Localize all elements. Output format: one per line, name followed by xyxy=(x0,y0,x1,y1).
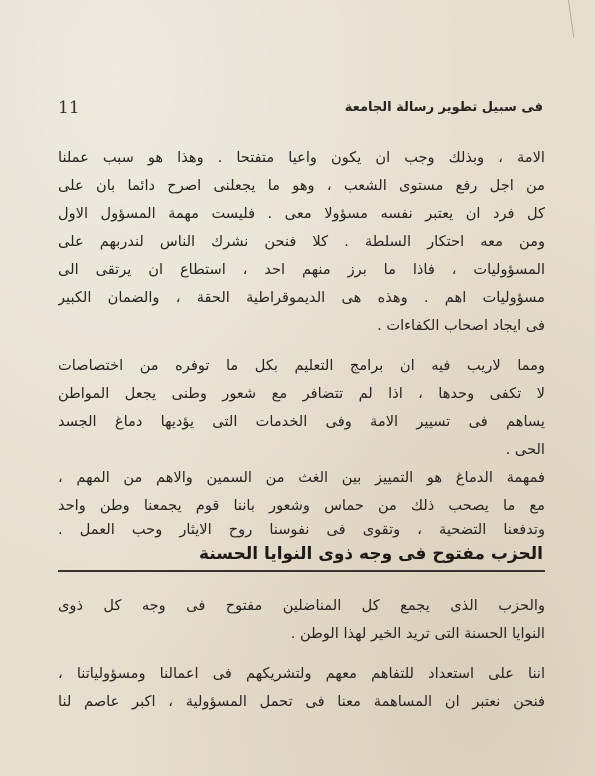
paragraph-1-line-5: المسؤوليات ، فاذا ما برز منهم احد ، استطاع ان يرتقى الى xyxy=(58,261,545,278)
paragraph-3-line-2: مع ما يصحب ذلك من حماس وشعور باننا قوم يجمعنا وطن واحد xyxy=(58,497,545,514)
paragraph-2-line-3: يساهم فى تسيير الامة وفى الخدمات التى يؤديها دماغ الجسد xyxy=(58,413,545,430)
paragraph-1-line-1: الامة ، وبذلك وجب ان يكون واعيا متفتحا . وهذا هو سبب عملنا xyxy=(58,149,545,166)
paragraph-3-line-1: فمهمة الدماغ هو التمييز بين الغث من السمين والاهم من المهم ، xyxy=(58,469,545,486)
section-paragraph-1-line-1: والحزب الذى يجمع كل المناضلين مفتوح فى وجه كل ذوى xyxy=(58,597,545,614)
paragraph-2-line-1: ومما لاريب فيه ان برامج التعليم بكل ما توفره من اختصاصات xyxy=(58,357,545,374)
section-paragraph-1-line-2: النوايا الحسنة التى تريد الخير لهذا الوطن . xyxy=(290,625,545,642)
paragraph-1-line-4: ومن معه احتكار السلطة . كلا فنحن نشرك الناس لندربهم على xyxy=(58,233,545,250)
heading-underline xyxy=(58,570,545,572)
section-heading: الحزب مفتوح فى وجه ذوى النوايا الحسنة xyxy=(199,544,543,564)
paragraph-1-line-7: فى ايجاد اصحاب الكفاءات . xyxy=(377,317,545,334)
paragraph-1-line-6: مسؤوليات اهم . وهذه هى الديموقراطية الحقة ، والضمان الكبير xyxy=(58,289,545,306)
section-paragraph-2-line-1: اننا على استعداد للتفاهم معهم ولتشريكهم فى اعمالنا ومسؤولياتنا ، xyxy=(58,665,545,682)
paragraph-2-line-2: لا تكفى وحدها ، اذا لم تتضافر مع شعور وطنى يجعل المواطن xyxy=(58,385,545,402)
paragraph-1-line-2: من اجل رفع مستوى الشعب ، وهو ما يجعلنى اصرح دائما بان على xyxy=(58,177,545,194)
section-paragraph-2-line-2: فنحن نعتبر ان المساهمة معنا فى تحمل المسؤولية ، اكبر عاصم لنا xyxy=(58,693,545,710)
paragraph-1-line-3: كل فرد ان يعتبر نفسه مسؤولا معى . فليست مهمة المسؤول الاول xyxy=(58,205,545,222)
paragraph-3-line-3: وتدفعنا التضحية ، وتقوى فى نفوسنا روح الايثار وحب العمل . xyxy=(58,521,545,538)
page-fold-crease xyxy=(568,0,574,38)
paragraph-2-line-4: الحى . xyxy=(505,441,545,458)
running-head: فى سبيل تطوير رسالة الجامعة xyxy=(344,100,543,115)
page-number: 11 xyxy=(58,98,80,118)
